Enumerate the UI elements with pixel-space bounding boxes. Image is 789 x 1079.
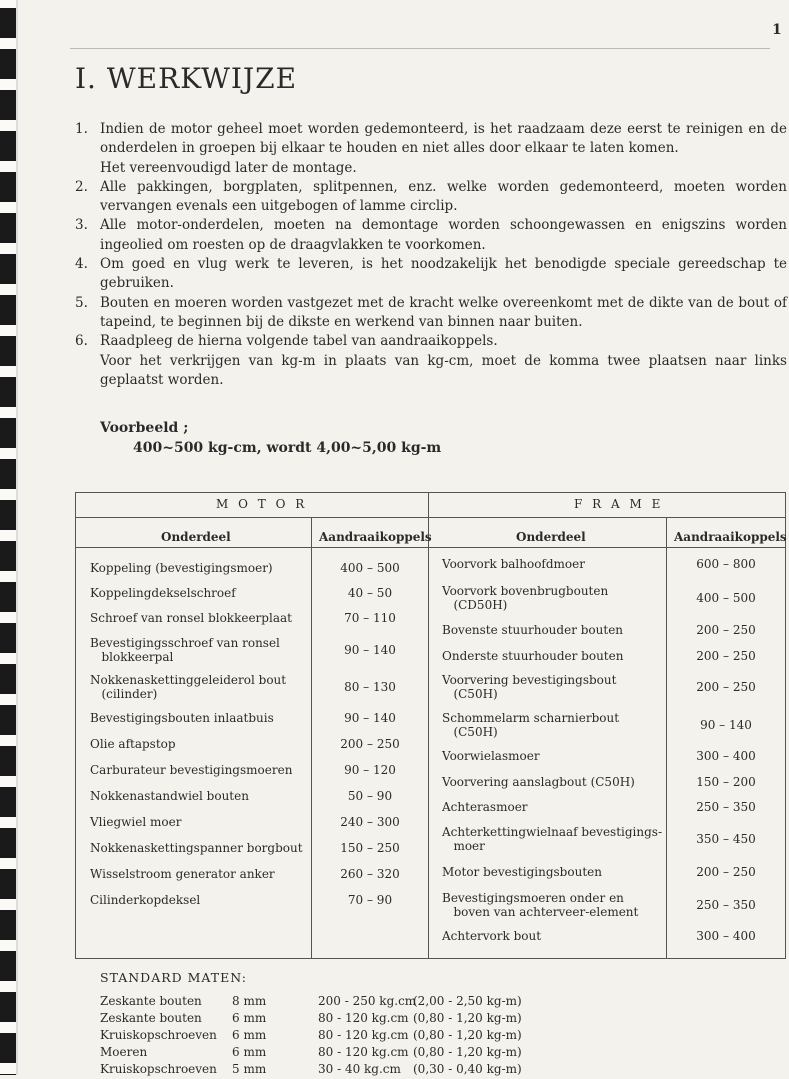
frame-torque-value: 300 – 400	[696, 929, 756, 943]
page-number: 1	[772, 22, 782, 38]
frame-part: Achtervork bout	[442, 929, 542, 943]
frame-part: Bevestigingsmoeren onder en boven van achterveer-element	[442, 891, 639, 919]
step-line: Alle motor-onderdelen, moeten na demontage worden schoongewassen en enigszins worden ingeolied om roesten op de draagvlakken te voorkomen.	[100, 217, 787, 253]
motor-torque-value: 90 – 140	[344, 643, 396, 657]
standard-size: 8 mm	[232, 994, 267, 1008]
motor-torque-value: 260 – 320	[340, 867, 400, 881]
procedure-step	[75, 294, 787, 333]
frame-part: Voorwielasmoer	[442, 749, 540, 763]
motor-part: Nokkenastandwiel bouten	[90, 789, 249, 803]
standard-kgm: (0,30 - 0,40 kg-m)	[413, 1062, 522, 1076]
frame-part: Voorvering bevestigingsbout (C50H)	[442, 673, 617, 701]
procedure-list	[75, 120, 787, 390]
frame-torque-value: 600 – 800	[696, 557, 756, 571]
motor-torque-value: 50 – 90	[347, 789, 393, 803]
frame-torque-value: 250 – 350	[696, 898, 756, 912]
frame-torque-value: 300 – 400	[696, 749, 756, 763]
table-rule-section	[76, 517, 785, 518]
standard-kgm: (2,00 - 2,50 kg-m)	[413, 994, 522, 1008]
frame-torque-value: 400 – 500	[696, 591, 756, 605]
standard-size: 6 mm	[232, 1011, 267, 1025]
step-number: 5.	[75, 294, 88, 311]
step-number: 4.	[75, 256, 88, 273]
motor-section-title: M O T O R	[216, 497, 308, 511]
step-line: Bouten en moeren worden vastgezet met de kracht welke overeenkomt met de dikte van de bout of tapeind, te beginnen bij de dikste en werkend van binnen naar buiten.	[100, 294, 787, 330]
page-title: I. WERKWIJZE	[75, 62, 298, 95]
example-label: Voorbeeld ;	[100, 420, 189, 436]
motor-col-torque: Aandraaikoppels	[319, 530, 432, 544]
torque-table	[75, 492, 786, 959]
standard-type: Moeren	[100, 1045, 148, 1059]
motor-part: Bevestigingsschroef van ronsel blokkeerpal	[90, 636, 280, 664]
motor-part: Vliegwiel moer	[90, 815, 182, 829]
example-text: 400~500 kg-cm, wordt 4,00~5,00 kg-m	[133, 440, 442, 456]
standard-kgcm: 30 - 40 kg.cm	[318, 1062, 401, 1076]
spiral-binding	[0, 0, 18, 1075]
frame-part: Bovenste stuurhouder bouten	[442, 623, 624, 637]
procedure-step	[75, 178, 787, 217]
procedure-step	[75, 332, 787, 390]
standard-kgm: (0,80 - 1,20 kg-m)	[413, 1028, 522, 1042]
motor-part: Nokkenaskettingspanner borgbout	[90, 841, 303, 855]
standard-kgm: (0,80 - 1,20 kg-m)	[413, 1045, 522, 1059]
motor-torque-value: 400 – 500	[340, 561, 400, 575]
standard-type: Zeskante bouten	[100, 1011, 202, 1025]
header-rule	[70, 48, 770, 49]
step-number: 2.	[75, 178, 88, 195]
frame-part: Schommelarm scharnierbout (C50H)	[442, 711, 620, 739]
motor-torque-value: 150 – 250	[340, 841, 400, 855]
frame-part: Voorvork balhoofdmoer	[442, 557, 585, 571]
frame-part: Onderste stuurhouder bouten	[442, 649, 624, 663]
frame-torque-value: 150 – 200	[696, 775, 756, 789]
frame-torque-value: 200 – 250	[696, 623, 756, 637]
motor-col-part: Onderdeel	[161, 530, 231, 544]
standard-size: 6 mm	[232, 1045, 267, 1059]
step-text	[100, 178, 787, 217]
standard-type: Kruiskopschroeven	[100, 1028, 217, 1042]
frame-part: Voorvering aanslagbout (C50H)	[442, 775, 635, 789]
frame-part: Voorvork bovenbrugbouten (CD50H)	[442, 584, 609, 612]
frame-col-torque: Aandraaikoppels	[674, 530, 787, 544]
step-number: 3.	[75, 217, 88, 234]
standard-kgcm: 80 - 120 kg.cm	[318, 1045, 409, 1059]
step-line: Om goed en vlug werk te leveren, is het noodzakelijk het benodigde speciale gereedschap te gebruiken.	[100, 256, 787, 292]
frame-torque-value: 350 – 450	[696, 832, 756, 846]
frame-part: Achterasmoer	[442, 800, 528, 814]
table-rule-header	[76, 547, 785, 548]
step-line: Het vereenvoudigd later de montage.	[100, 159, 357, 176]
frame-section-title: F R A M E	[574, 497, 664, 511]
motor-part: Koppelingdekselschroef	[90, 586, 236, 600]
motor-torque-value: 40 – 50	[347, 586, 393, 600]
motor-torque-value: 200 – 250	[340, 737, 400, 751]
procedure-step	[75, 216, 787, 255]
frame-torque-value: 250 – 350	[696, 800, 756, 814]
standard-kgcm: 200 - 250 kg.cm	[318, 994, 417, 1008]
frame-torque-value: 200 – 250	[696, 649, 756, 663]
table-divider-frame	[666, 517, 667, 958]
frame-torque-value: 200 – 250	[696, 865, 756, 879]
motor-part: Schroef van ronsel blokkeerplaat	[90, 611, 292, 625]
step-line: Alle pakkingen, borgplaten, splitpennen, enz. welke worden gedemonteerd, moeten worden vervangen evenals een uitgebogen of lamme circlip.	[100, 178, 787, 215]
procedure-step	[75, 255, 787, 294]
motor-torque-value: 80 – 130	[344, 680, 396, 694]
standard-title: STANDARD MATEN:	[100, 970, 247, 985]
motor-torque-value: 90 – 120	[344, 763, 396, 777]
standard-kgcm: 80 - 120 kg.cm	[318, 1028, 409, 1042]
motor-part: Nokkenaskettinggeleiderol bout (cilinder)	[90, 673, 287, 701]
motor-part: Wisselstroom generator anker	[90, 867, 275, 881]
step-number: 6.	[75, 333, 88, 350]
frame-part: Achterkettingwielnaaf bevestigings- moer	[442, 825, 663, 853]
step-text	[100, 294, 787, 333]
step-text	[100, 120, 787, 178]
standard-kgcm: 80 - 120 kg.cm	[318, 1011, 409, 1025]
standard-size: 5 mm	[232, 1062, 267, 1076]
motor-torque-value: 240 – 300	[340, 815, 400, 829]
table-divider-middle	[428, 493, 429, 958]
step-number: 1.	[75, 121, 88, 137]
step-line: Voor het verkrijgen van kg-m in plaats van kg-cm, moet de komma twee plaatsen naar links geplaatst worden.	[100, 352, 787, 388]
motor-part: Bevestigingsbouten inlaatbuis	[90, 711, 274, 725]
standard-size: 6 mm	[232, 1028, 267, 1042]
frame-part: Motor bevestigingsbouten	[442, 865, 602, 879]
frame-torque-value: 200 – 250	[696, 680, 756, 694]
motor-torque-value: 70 – 110	[344, 611, 396, 625]
standard-type: Zeskante bouten	[100, 994, 202, 1008]
standard-kgm: (0,80 - 1,20 kg-m)	[413, 1011, 522, 1025]
standard-type: Kruiskopschroeven	[100, 1062, 217, 1076]
motor-part: Olie aftapstop	[90, 737, 176, 751]
step-line: Indien de motor geheel moet worden gedemonteerd, is het raadzaam deze eerst te reinigen en de onderdelen in groepen bij elkaar te houden en niet alles door elkaar te laten komen.	[100, 121, 787, 157]
motor-part: Cilinderkopdeksel	[90, 893, 201, 907]
step-text	[100, 255, 787, 294]
step-text	[100, 332, 787, 390]
step-line: Raadpleeg de hierna volgende tabel van aandraaikoppels.	[100, 333, 498, 350]
frame-torque-value: 90 – 140	[700, 718, 752, 732]
frame-col-part: Onderdeel	[516, 530, 586, 544]
procedure-step	[75, 120, 787, 178]
motor-torque-value: 90 – 140	[344, 711, 396, 725]
motor-part: Koppeling (bevestigingsmoer)	[90, 561, 273, 575]
motor-part: Carburateur bevestigingsmoeren	[90, 763, 293, 777]
motor-torque-value: 70 – 90	[347, 893, 393, 907]
step-text	[100, 216, 787, 255]
